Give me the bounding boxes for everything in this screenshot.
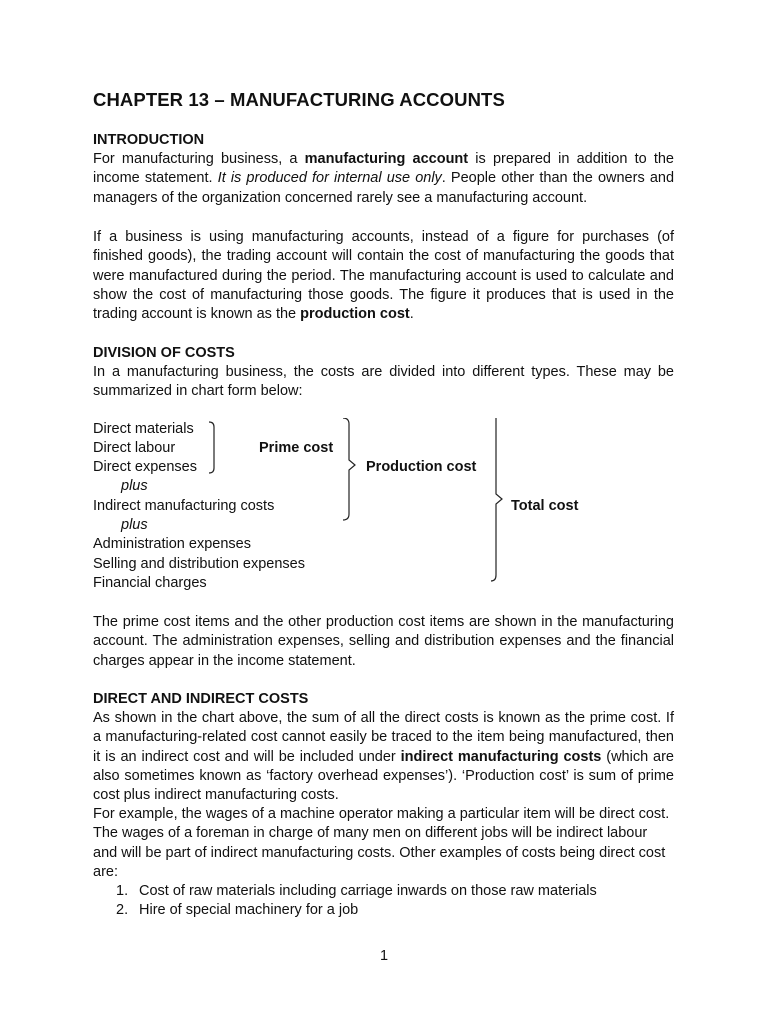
division-heading: DIVISION OF COSTS (93, 345, 235, 361)
direct-indirect-paragraph-1: As shown in the chart above, the sum of all the direct costs is known as the prime cost. If a manufacturing-related cost cannot easily be traced to the item being manufactured, then it is an indirect cost and will be included under indirect manufacturing costs (which are also sometimes known as ‘factory overhead expenses’). ‘Production cost’ is sum of prime cost plus indirect manufacturing costs. (93, 710, 674, 804)
prime-cost-label: Prime cost (259, 440, 334, 456)
chart-brackets (93, 418, 693, 598)
direct-indirect-heading: DIRECT AND INDIRECT COSTS (93, 691, 309, 707)
prime-cost-bracket (209, 422, 214, 473)
chart-row-plus-2: plus (121, 517, 148, 533)
introduction-paragraph-2: If a business is using manufacturing accounts, instead of a figure for purchases (of finished goods), the trading account will contain the cost of manufacturing the goods that were manufactured during the period. The manufacturing account is used to calculate and show the cost of manufacturing those goods. The figure it produces that is used in the trading account is known as the production cost. (93, 229, 674, 323)
page-number: 1 (379, 948, 389, 964)
cost-chart (93, 418, 693, 598)
division-after-paragraph: The prime cost items and the other production cost items are shown in the manufacturing account. The administration expenses, selling and distribution expenses and the financial charges appear in the income statement. (93, 614, 674, 669)
production-cost-label: Production cost (366, 459, 477, 475)
chapter-title: CHAPTER 13 – MANUFACTURING ACCOUNTS (93, 89, 505, 110)
chart-row-selling-distribution: Selling and distribution expenses (93, 556, 305, 572)
list-item: 2. Hire of special machinery for a job (116, 902, 359, 919)
chart-row-direct-expenses: Direct expenses (93, 459, 197, 475)
chart-row-indirect-manufacturing: Indirect manufacturing costs (93, 498, 275, 514)
chart-row-plus-1: plus (121, 478, 148, 494)
division-intro: In a manufacturing business, the costs are divided into different types. These may be summarized in chart form below: (93, 364, 674, 400)
production-cost-bracket (343, 418, 355, 520)
direct-cost-examples-list (93, 882, 693, 921)
total-cost-label: Total cost (511, 498, 579, 514)
direct-indirect-paragraph-2: For example, the wages of a machine operator making a particular item will be direct cost. The wages of a foreman in charge of many men on different jobs will be indirect labour and will be part of indirect manufacturing costs. Other examples of costs being direct cost are: (93, 806, 670, 880)
introduction-heading: INTRODUCTION (93, 132, 205, 148)
chart-row-direct-materials: Direct materials (93, 421, 194, 437)
total-cost-bracket (491, 418, 502, 581)
chart-row-administration: Administration expenses (93, 536, 251, 552)
chart-row-financial-charges: Financial charges (93, 575, 207, 591)
introduction-paragraph-1: For manufacturing business, a manufacturing account is prepared in addition to the income statement. It is produced for internal use only. People other than the owners and managers of the organization concerned rarely see a manufacturing account. (93, 151, 675, 206)
list-item: 1. Cost of raw materials including carriage inwards on those raw materials (116, 883, 597, 899)
chart-row-direct-labour: Direct labour (93, 440, 176, 456)
